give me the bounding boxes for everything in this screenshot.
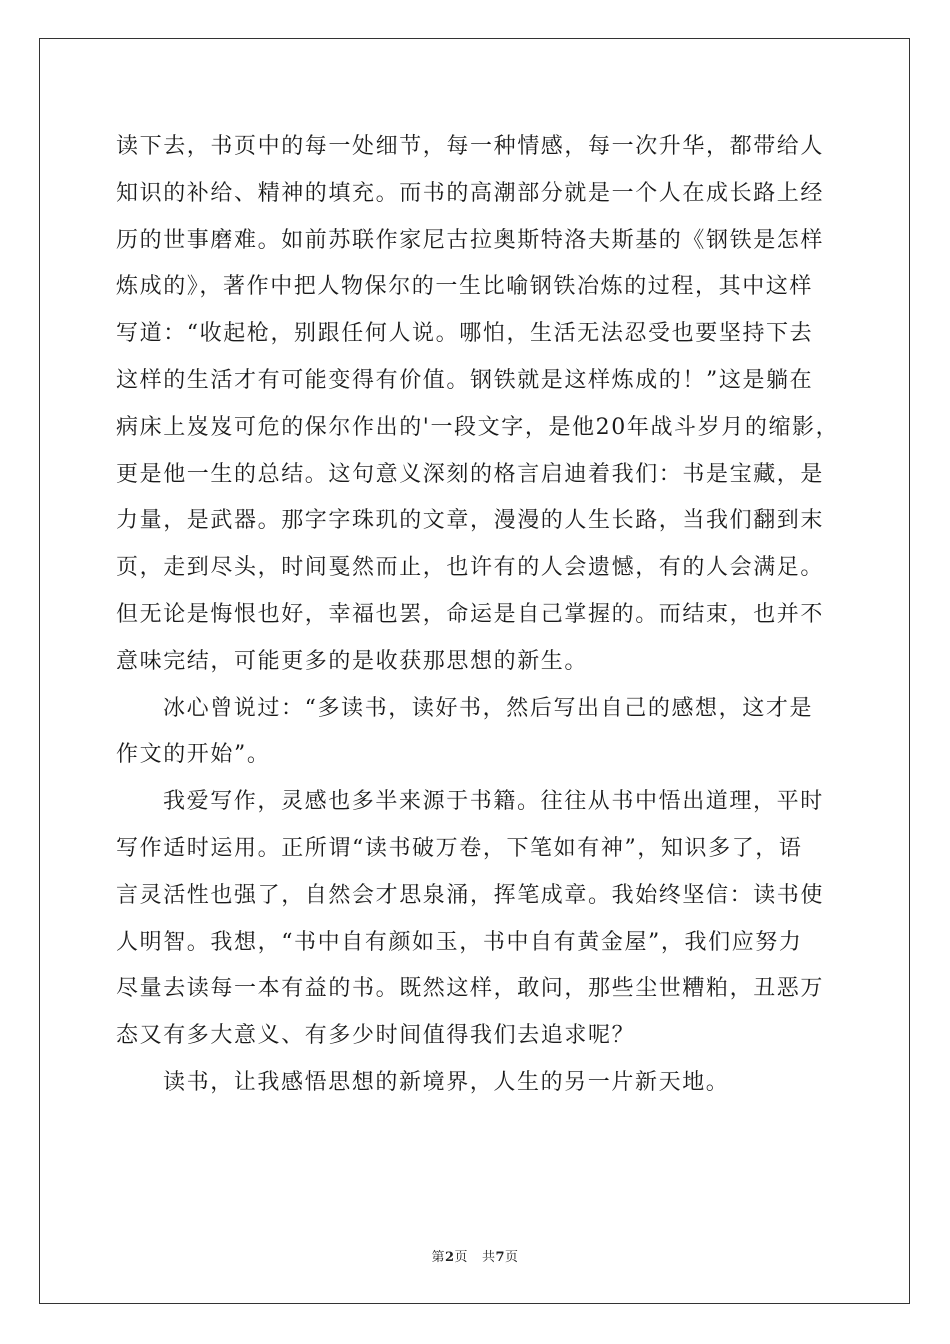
text-line: 人明智。我想，“书中自有颜如玉，书中自有黄金屋”，我们应努力 bbox=[116, 929, 803, 955]
text-line: 读下去，书页中的每一处细节，每一种情感，每一次升华，都带给人 bbox=[116, 134, 825, 159]
text-line: 言灵活性也强了，自然会才思泉涌，挥笔成章。我始终坚信：读书使 bbox=[116, 882, 825, 908]
paragraph-start-line: 我爱写作，灵感也多半来源于书籍。往往从书中悟出道理，平时 bbox=[163, 789, 824, 815]
text-line: 力量，是武器。那字字珠玑的文章，漫漫的人生长路，当我们翻到末 bbox=[116, 508, 825, 534]
text-line: 页，走到尽头，时间戛然而止，也许有的人会遗憾，有的人会满足。 bbox=[116, 555, 825, 581]
text-line: 尽量去读每一本有益的书。既然这样，敢问，那些尘世糟粕，丑恶万 bbox=[116, 976, 825, 1002]
text-line: 知识的补给、精神的填充。而书的高潮部分就是一个人在成长路上经 bbox=[116, 180, 825, 206]
text-line: 写道：“收起枪，别跟任何人说。哪怕，生活无法忍受也要坚持下去 bbox=[116, 321, 814, 347]
text-line: 炼成的》，著作中把人物保尔的一生比喻钢铁冶炼的过程，其中这样 bbox=[116, 274, 814, 300]
text-line: 作文的开始”。 bbox=[116, 742, 271, 768]
text-line: 历的世事磨难。如前苏联作家尼古拉奥斯特洛夫斯基的《钢铁是怎样 bbox=[116, 227, 825, 253]
text-line: 态又有多大意义、有多少时间值得我们去追求呢？ bbox=[116, 1023, 636, 1049]
text-line: 更是他一生的总结。这句意义深刻的格言启迪着我们：书是宝藏，是 bbox=[116, 461, 825, 487]
page-number: 第2页 bbox=[431, 1250, 469, 1265]
text-line: 写作适时运用。正所谓“读书破万卷，下笔如有神”，知识多了，语 bbox=[116, 835, 803, 861]
paragraph-start-line: 读书，让我感悟思想的新境界，人生的另一片新天地。 bbox=[163, 1069, 730, 1095]
text-line: 这样的生活才有可能变得有价值。钢铁就是这样炼成的！”这是躺在 bbox=[116, 367, 814, 393]
text-line: 意味完结，可能更多的是收获那思想的新生。 bbox=[116, 648, 589, 674]
page-footer bbox=[0, 1246, 950, 1265]
text-line: 但无论是悔恨也好，幸福也罢，命运是自己掌握的。而结束，也并不 bbox=[116, 601, 825, 627]
document-body bbox=[116, 124, 840, 1107]
text-line: 病床上岌岌可危的保尔作出的'一段文字，是他20年战斗岁月的缩影， bbox=[116, 414, 840, 440]
paragraph-start-line: 冰心曾说过：“多读书，读好书，然后写出自己的感想，这才是 bbox=[163, 695, 814, 721]
page-total: 共7页 bbox=[481, 1250, 519, 1265]
